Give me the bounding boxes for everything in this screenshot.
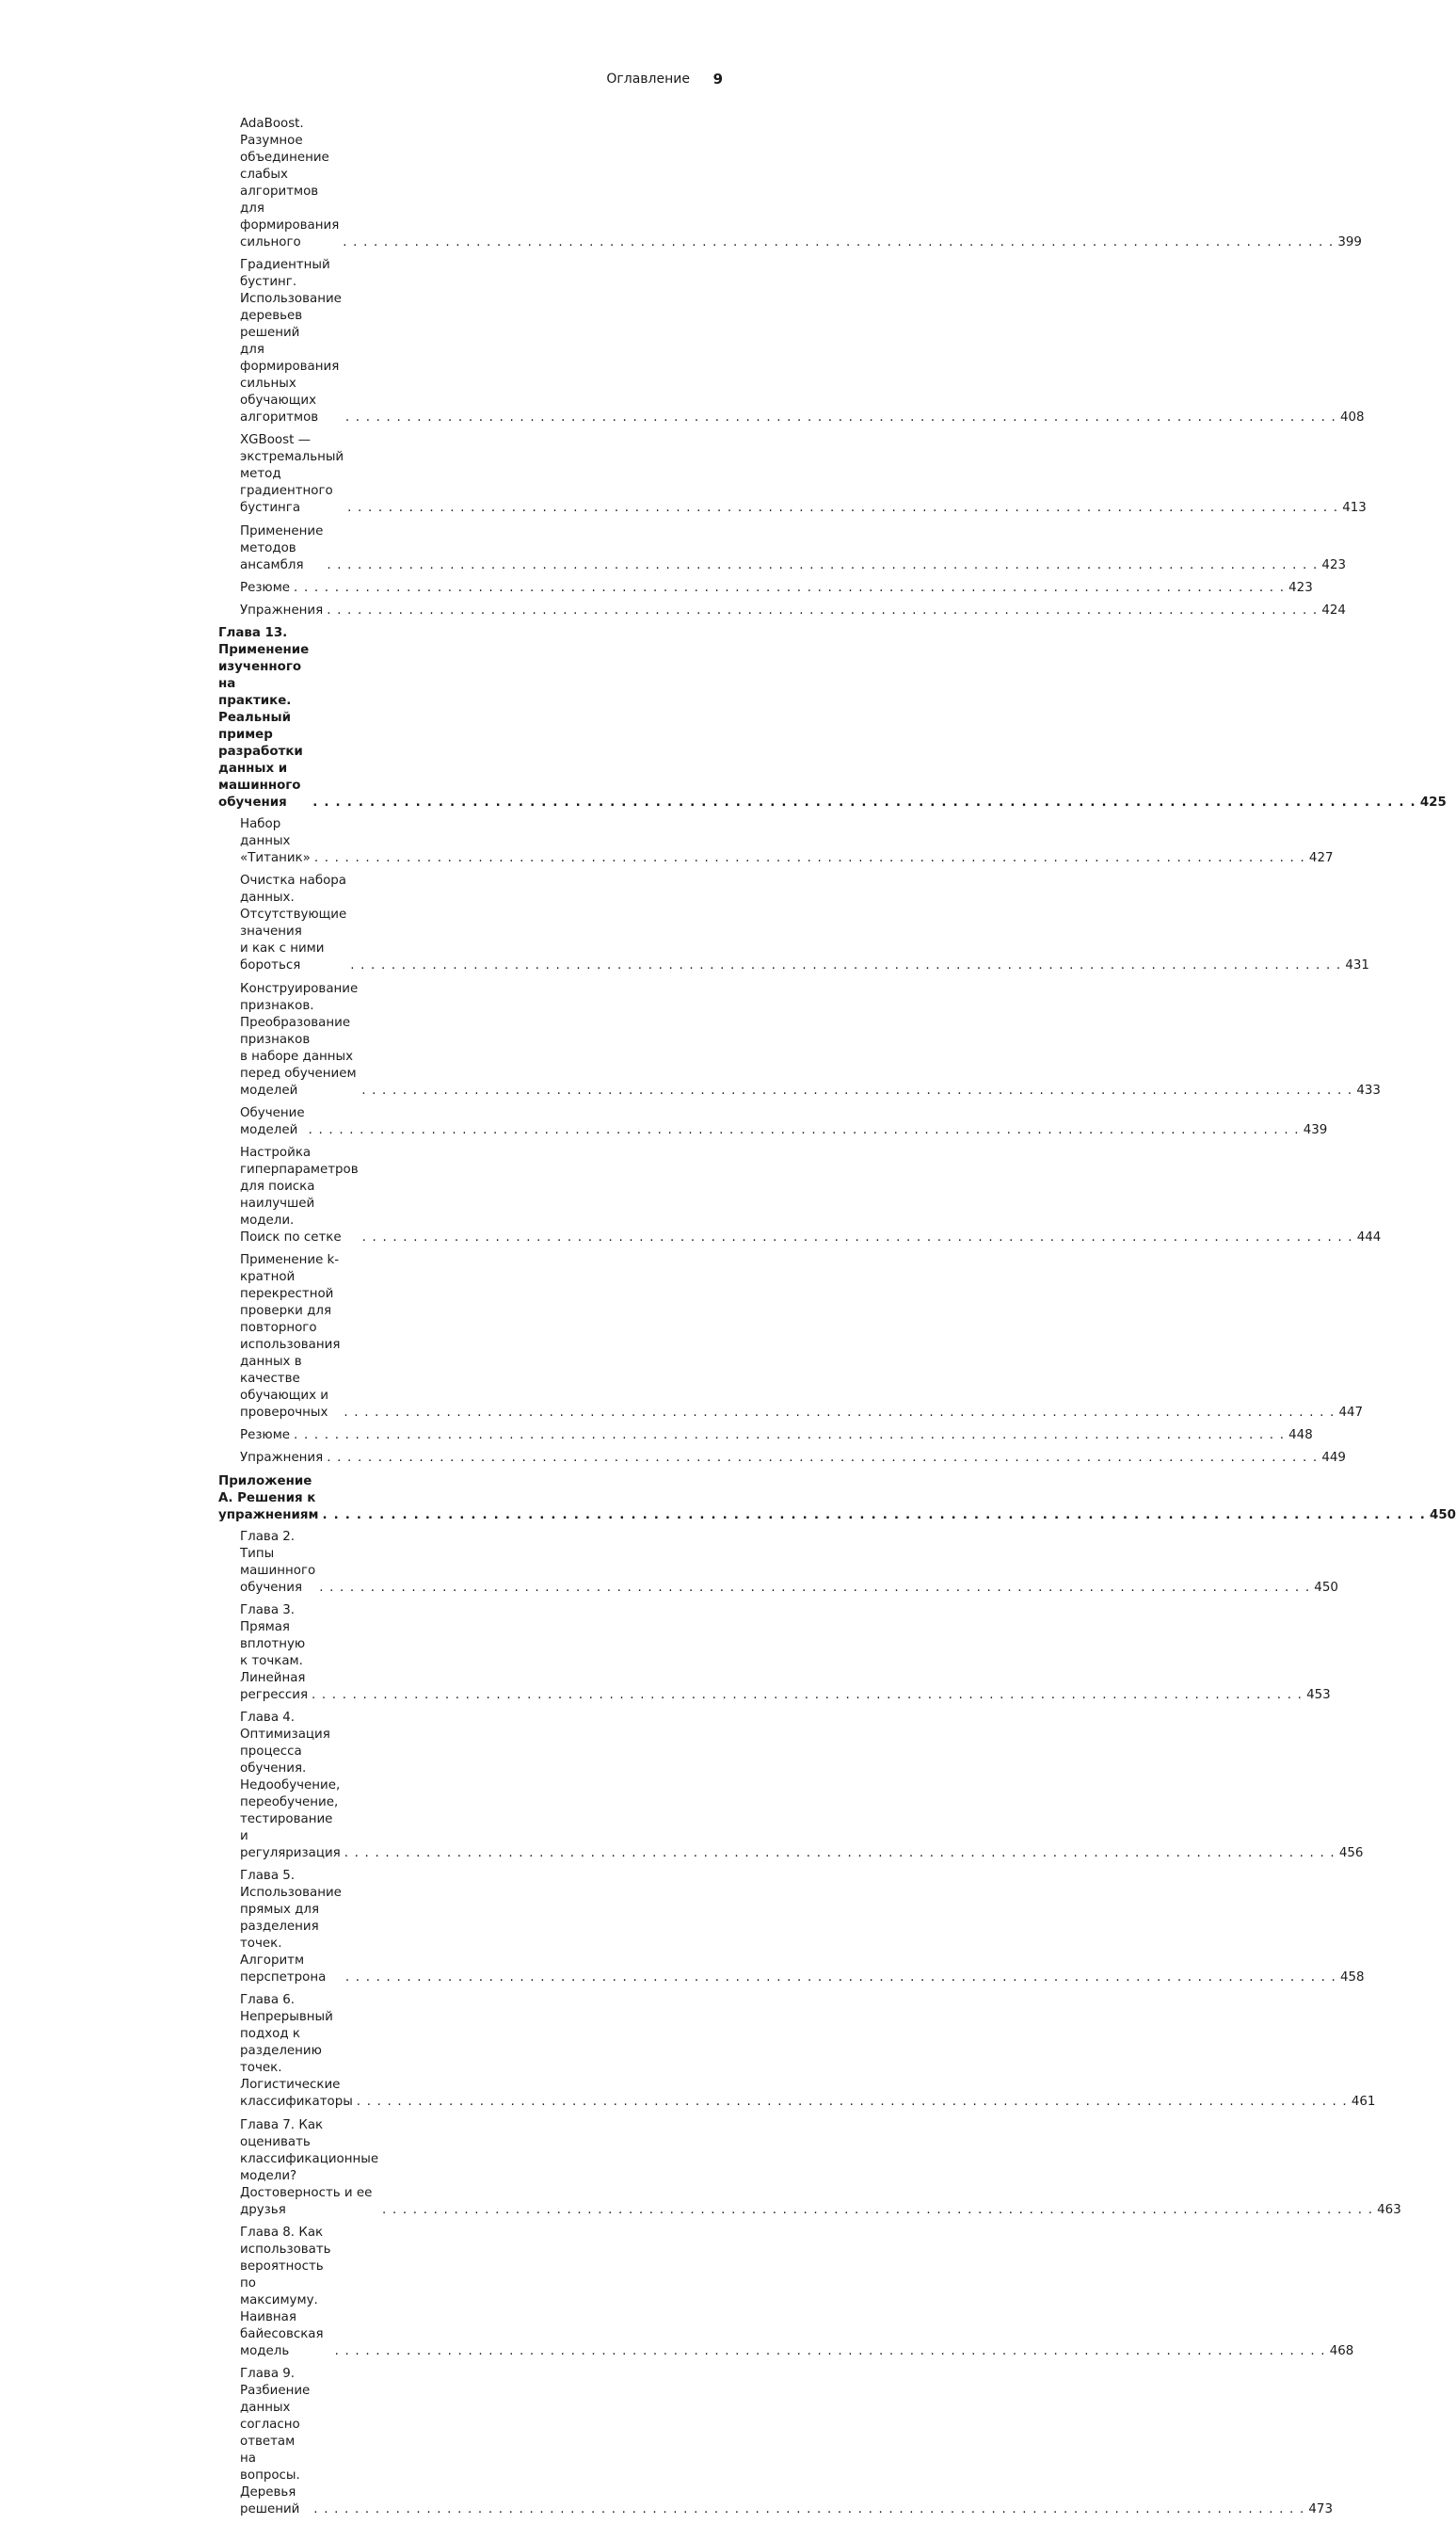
toc-entry bbox=[218, 523, 1346, 574]
toc-entry bbox=[218, 1145, 1382, 1246]
dot-leader bbox=[294, 1427, 1285, 1444]
toc-entry bbox=[218, 873, 1369, 974]
toc-entry-title: Глава 3. Прямая вплотную к точкам. Линейная регрессия bbox=[240, 1602, 308, 1702]
toc-entry bbox=[218, 1602, 1331, 1704]
toc-entry-title: Глава 9. Разбиение данных согласно ответам на вопросы. Деревья решений bbox=[240, 2366, 311, 2516]
dot-leader bbox=[344, 1405, 1335, 1422]
toc-entry-page: 461 bbox=[1351, 2095, 1376, 2110]
toc-entry-title: Глава 4. Оптимизация процесса обучения. Недообучение, переобучение, тестирование и регуляризация bbox=[240, 1711, 341, 1860]
toc-entry-page: 444 bbox=[1356, 1230, 1382, 1245]
toc-entry-page: 433 bbox=[1356, 1083, 1381, 1098]
toc-entry-page: 408 bbox=[1340, 410, 1365, 426]
toc-entry bbox=[218, 1427, 1313, 1444]
toc-entry-title: Обучение моделей bbox=[240, 1105, 305, 1137]
toc-entry-title: Глава 5. Использование прямых для разделения точек. Алгоритм перспетрона bbox=[240, 1869, 342, 1985]
toc-entry bbox=[218, 1450, 1346, 1467]
dot-leader bbox=[327, 557, 1318, 574]
dot-leader bbox=[347, 500, 1338, 517]
toc-entry bbox=[218, 1529, 1338, 1597]
dot-leader bbox=[327, 1450, 1318, 1467]
page-number: 9 bbox=[712, 71, 723, 88]
toc-entry bbox=[218, 257, 1365, 426]
toc-entry-page: 423 bbox=[1321, 557, 1346, 572]
toc-entry-title: XGBoost — экстремальный метод градиентного бустинга bbox=[240, 433, 344, 516]
toc-entry bbox=[218, 1252, 1364, 1422]
dot-leader bbox=[314, 850, 1305, 867]
toc-entry-page: 424 bbox=[1321, 603, 1346, 618]
toc-entry bbox=[218, 1105, 1328, 1139]
toc-entry-title: Очистка набора данных. Отсутствующие значения и как с ними бороться bbox=[240, 874, 347, 973]
dot-leader bbox=[327, 603, 1318, 619]
toc-entry bbox=[218, 2366, 1333, 2518]
toc-entry bbox=[218, 1868, 1365, 1986]
toc-entry-page: 431 bbox=[1345, 958, 1369, 973]
toc-entry-title: Глава 8. Как использовать вероятность по максимуму. Наивная байесовская модель bbox=[240, 2225, 331, 2358]
toc-entry-page: 447 bbox=[1338, 1406, 1364, 1421]
toc-entry bbox=[218, 1992, 1376, 2111]
toc-entry-page: 439 bbox=[1303, 1122, 1328, 1137]
toc-chapter-entry bbox=[218, 625, 1447, 812]
toc-entry-title: Набор данных «Титаник» bbox=[240, 817, 311, 866]
dot-leader bbox=[357, 2094, 1348, 2111]
toc-entry-page: 453 bbox=[1306, 1687, 1331, 1702]
toc-entry-title: Применение k-кратной перекрестной проверки для повторного использования данных в качестве обучающих и проверочных bbox=[240, 1253, 341, 1421]
toc-entry-page: 473 bbox=[1308, 2501, 1333, 2516]
dot-leader bbox=[313, 2501, 1304, 2518]
dot-leader bbox=[319, 1580, 1310, 1597]
dot-leader bbox=[345, 1969, 1336, 1986]
toc-entry-page: 413 bbox=[1342, 501, 1367, 516]
toc-entry-title: Резюме bbox=[240, 580, 291, 595]
toc-entry bbox=[218, 603, 1346, 619]
toc-entry bbox=[218, 432, 1367, 517]
dot-leader bbox=[294, 580, 1285, 597]
toc-entry bbox=[218, 116, 1362, 251]
running-head bbox=[218, 70, 723, 90]
dot-leader bbox=[345, 410, 1336, 426]
toc-entry-title: Градиентный бустинг. Использование деревьев решений для формирования сильных обучающих алгоритмов bbox=[240, 258, 342, 426]
toc-entry-page: 456 bbox=[1338, 1846, 1364, 1860]
toc-chapter-entry bbox=[218, 1473, 1456, 1524]
dot-leader bbox=[344, 1845, 1336, 1862]
toc-entry bbox=[218, 1710, 1364, 1862]
toc-entry-page: 423 bbox=[1288, 580, 1313, 595]
dot-leader bbox=[312, 1687, 1303, 1704]
toc-entry-title: Резюме bbox=[240, 1428, 291, 1443]
dot-leader bbox=[382, 2202, 1373, 2219]
table-of-contents bbox=[218, 116, 1456, 2524]
toc-entry bbox=[218, 2225, 1354, 2360]
toc-entry bbox=[218, 2117, 1401, 2219]
toc-entry-title: Упражнения bbox=[240, 603, 324, 618]
dot-leader bbox=[309, 1122, 1300, 1139]
toc-entry-title: AdaBoost. Разумное объединение слабых алгоритмов для формирования сильного bbox=[240, 117, 340, 249]
toc-entry-page: 463 bbox=[1377, 2202, 1401, 2217]
toc-entry-title: Упражнения bbox=[240, 1451, 324, 1466]
toc-entry-title: Глава 2. Типы машинного обучения bbox=[240, 1529, 316, 1595]
toc-entry-title: Глава 6. Непрерывный подход к разделению точек. Логистические классификаторы bbox=[240, 1993, 353, 2110]
toc-entry bbox=[218, 580, 1313, 597]
toc-entry-page: 427 bbox=[1308, 851, 1334, 866]
toc-entry-title: Глава 7. Как оценивать классификационные модели? Достоверность и ее друзья bbox=[240, 2117, 379, 2217]
dot-leader bbox=[335, 2343, 1326, 2360]
toc-entry-page: 399 bbox=[1337, 235, 1362, 249]
toc-entry-page: 449 bbox=[1321, 1451, 1346, 1466]
toc-entry-title: Применение методов ансамбля bbox=[240, 523, 324, 572]
toc-entry-title: Настройка гиперпараметров для поиска наилучшей модели. Поиск по сетке bbox=[240, 1145, 359, 1245]
dot-leader bbox=[343, 234, 1334, 251]
toc-entry-title: Конструирование признаков. Преобразование признаков в наборе данных перед обучением моделей bbox=[240, 981, 359, 1098]
toc-entry-page: 425 bbox=[1419, 796, 1447, 811]
toc-entry-title: Глава 13. Применение изученного на практике. Реальный пример разработки данных и машинного обучения bbox=[218, 626, 310, 811]
toc-entry-page: 448 bbox=[1288, 1428, 1313, 1443]
toc-entry-page: 458 bbox=[1339, 1970, 1365, 1985]
toc-entry bbox=[218, 981, 1381, 1100]
running-head-title: Оглавление bbox=[606, 72, 690, 87]
toc-entry bbox=[218, 816, 1334, 867]
toc-entry-page: 450 bbox=[1314, 1580, 1338, 1595]
dot-leader bbox=[312, 795, 1416, 812]
toc-entry-page: 450 bbox=[1430, 1507, 1456, 1522]
dot-leader bbox=[350, 957, 1341, 974]
dot-leader bbox=[361, 1083, 1352, 1100]
toc-entry-page: 468 bbox=[1329, 2343, 1354, 2358]
dot-leader bbox=[322, 1507, 1426, 1524]
toc-entry-title: Приложение А. Решения к упражнениям bbox=[218, 1473, 319, 1522]
dot-leader bbox=[362, 1230, 1353, 1246]
